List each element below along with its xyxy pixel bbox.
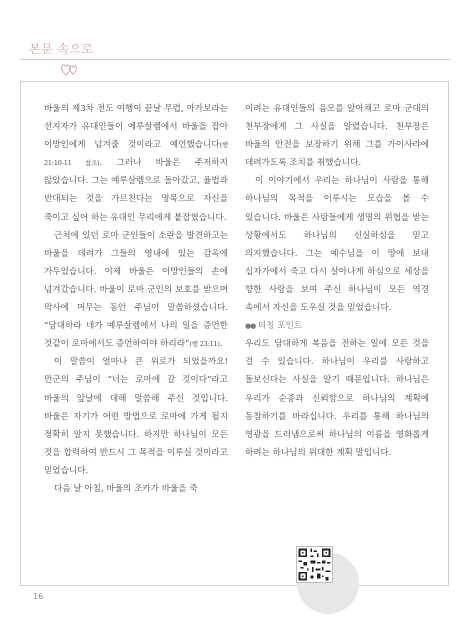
text-column-left: [44, 100, 228, 498]
text-column-right: [245, 100, 429, 462]
paragraph: 바울의 제3차 전도 여행이 끝날 무렵, 아가보라는 선지자가 유대인들이 예루살렘에서 바울을 잡아 이방인에게 넘겨줄 것이라고 예언했습니다(행 21:10-11 참조). 그러나 바울은 주저하지 않았습니다. 그는 예루살렘으로 돌아갔고, 율법과 반대되는 것을 가르친다는 명목으로 자신을 죽이고 싶어 하는 유대인 무리에게 붙잡혔습니다.: [44, 104, 228, 223]
paragraph: 이 이야기에서 우리는 하나님이 사람을 통해 하나님의 목적을 이루시는 모습을 볼 수 있습니다. 바울은 사람들에게 생명의 위협을 받는 상황에서도 하나님의 신실하심을 믿고 의지했습니다. 그는 예수님을 이 땅에 보내 십자가에서 죽고 다시 살아나게 하심으로 세상을 향한 사랑을 보여 주신 하나님이 모든 역경 속에서 자신을 도우실 것을 믿었습니다.: [245, 176, 429, 314]
qr-code-icon: [296, 546, 333, 583]
header-divider: [20, 59, 450, 60]
page-number: 16: [33, 592, 44, 601]
double-heart-ornament-icon: [59, 63, 81, 77]
paragraph: 다음 날 아침, 바울의 조카가 바울을 죽: [54, 483, 198, 494]
bible-reference: (행 23:11): [189, 340, 220, 349]
paragraph: 이려는 유대인들의 음모를 알아채고 로마 군대의 천부장에게 그 사실을 알렸습니다. 천부장은 바울의 안전을 보장하기 위해 그를 가이사랴에 데려가도록 조치를 취했습니다.: [245, 104, 429, 169]
teaching-point-body: 우리도 담대하게 복음을 전하는 일에 모든 것을 걸 수 있습니다. 하나님이 우리를 사랑하고 돌보신다는 사실을 알기 때문입니다. 하나님은 우리가 순종과 신뢰함으로 하나님의 계획에 동참하기를 바라십니다. 우리를 통해 하나님의 영광을 드러냄으로써 하나님의 이름을 영화롭게 하려는 하나님의 위대한 계획 말입니다.: [245, 339, 429, 458]
paragraph: 근처에 있던 로마 군인들이 소란을 발견하고는 바울을 데려가 그들의 영내에 있는 감옥에 가두었습니다. 이제 바울은 이방인들의 손에 넘겨갔습니다. 바울이 로마 군인의 보호를 받으며 막사에 머무는 동안 주님이 말씀하셨습니다. “담대하라 네가 예루살렘에서 나의 일을 증언한 것같이 로마에서도 증언하여야 하리라”(행 23:11).: [44, 230, 228, 350]
teaching-point-heading: ●● 티칭 포인트: [245, 321, 303, 332]
paragraph: 이 말씀이 얼마나 큰 위로가 되었을까요! 만군의 주님이 “너는 로마에 갈 것이다”라고 바울의 앞날에 대해 말씀해 주신 것입니다. 바울은 자기가 어떤 방법으로 로마에 가게 될지 정확히 알지 못했습니다. 하지만 하나님이 모든 것을 합력하여 반드시 그 목적을 이루실 것이라고 믿었습니다.: [44, 357, 228, 476]
bible-reference: (행 21:10-11 참조): [44, 141, 228, 168]
bullet-dots-icon: ●●: [245, 322, 256, 331]
section-title: 본문 속으로: [29, 42, 94, 56]
